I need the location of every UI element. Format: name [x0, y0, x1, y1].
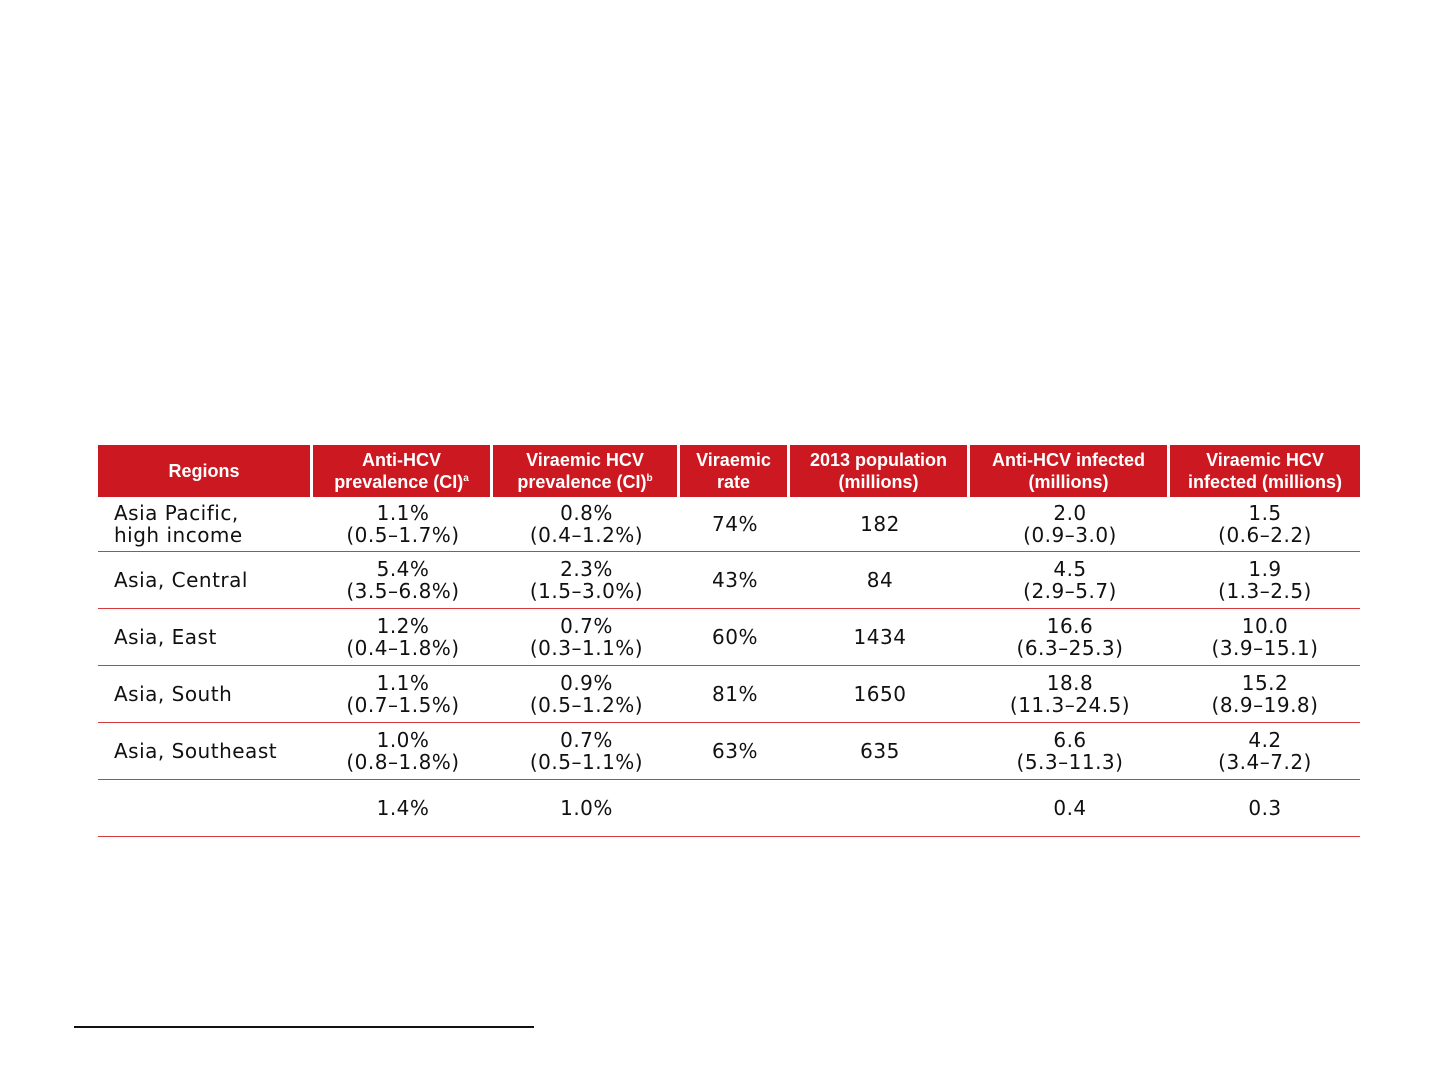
header-regions: Regions — [98, 445, 313, 497]
header-viraemic-infected: Viraemic HCV infected (millions) — [1187, 450, 1342, 492]
table-row — [98, 552, 1360, 609]
cell-anti-hcv-prev: 1.1% (0.7–1.5%) — [346, 671, 460, 717]
header-viraemic-rate: Viraemic rate — [680, 445, 790, 497]
header-population: 2013 population (millions) — [790, 445, 970, 497]
cell-viraemic-prev: 2.3% (1.5–3.0%) — [529, 557, 644, 603]
hcv-prevalence-table — [98, 445, 1360, 820]
footnote-marker: b — [646, 473, 653, 484]
cell-viraemic-rate: 43% — [712, 568, 758, 592]
cell-viraemic-prev: 0.8% (0.4–1.2%) — [529, 501, 644, 547]
cell-viraemic-prev: 0.7% (0.5–1.1%) — [529, 728, 644, 774]
cell-anti-hcv-prev: 1.2% (0.4–1.8%) — [346, 614, 460, 660]
cell-viraemic-infected: 10.0 (3.9–15.1) — [1211, 614, 1319, 660]
table-body — [98, 497, 1360, 837]
cell-population: 1650 — [853, 682, 907, 706]
table-row — [98, 780, 1360, 837]
cell-viraemic-rate: 81% — [712, 682, 758, 706]
footnote-rule — [74, 1026, 534, 1028]
cell-region: Asia, Southeast — [114, 739, 278, 763]
table-header — [98, 445, 1360, 497]
header-anti-hcv-infected: Anti-HCV infected (millions) — [970, 445, 1170, 497]
cell-anti-infected: 18.8 (11.3–24.5) — [1009, 671, 1131, 717]
cell-anti-infected: 2.0 (0.9–3.0) — [1023, 501, 1117, 547]
cell-region: Asia Pacific, high income — [114, 501, 243, 547]
cell-region: Asia, East — [114, 625, 217, 649]
cell-population: 1434 — [853, 625, 907, 649]
cell-viraemic-infected: 0.3 — [1248, 796, 1282, 820]
table-row — [98, 497, 1360, 552]
cell-population: 635 — [860, 739, 900, 763]
cell-anti-infected: 4.5 (2.9–5.7) — [1023, 557, 1117, 603]
cell-population: 84 — [866, 568, 894, 592]
cell-anti-infected: 16.6 (6.3–25.3) — [1016, 614, 1124, 660]
cell-region: Asia, South — [114, 682, 233, 706]
cell-viraemic-infected: 15.2 (8.9–19.8) — [1211, 671, 1319, 717]
cell-population: 182 — [860, 512, 900, 536]
table-row — [98, 609, 1360, 666]
cell-viraemic-infected: 4.2 (3.4–7.2) — [1218, 728, 1312, 774]
cell-region — [98, 780, 313, 836]
table-row — [98, 666, 1360, 723]
cell-viraemic-rate — [680, 780, 790, 836]
cell-viraemic-prev: 1.0% — [560, 796, 613, 820]
cell-anti-hcv-prev: 5.4% (3.5–6.8%) — [346, 557, 460, 603]
cell-viraemic-prev: 0.9% (0.5–1.2%) — [529, 671, 644, 717]
cell-viraemic-infected: 1.5 (0.6–2.2) — [1218, 501, 1312, 547]
cell-viraemic-rate: 63% — [712, 739, 758, 763]
cell-viraemic-infected: 1.9 (1.3–2.5) — [1218, 557, 1312, 603]
cell-viraemic-rate: 60% — [712, 625, 758, 649]
cell-anti-hcv-prev: 1.1% (0.5–1.7%) — [346, 501, 460, 547]
cell-viraemic-rate: 74% — [712, 512, 758, 536]
header-viraemic-prevalence: Viraemic HCV prevalence (CI)$^b$ — [493, 445, 680, 497]
header-anti-hcv-prevalence: Anti-HCV prevalence (CI)$^a$ — [313, 445, 493, 497]
table-row — [98, 723, 1360, 780]
cell-viraemic-prev: 0.7% (0.3–1.1%) — [529, 614, 644, 660]
cell-anti-infected: 6.6 (5.3–11.3) — [1016, 728, 1124, 774]
footnote-marker: a — [463, 473, 469, 484]
cell-anti-hcv-prev: 1.4% — [376, 796, 430, 820]
cell-anti-hcv-prev: 1.0% (0.8–1.8%) — [346, 728, 460, 774]
cell-anti-infected: 0.4 — [1053, 796, 1087, 820]
cell-region: Asia, Central — [114, 568, 248, 592]
cell-population — [790, 780, 970, 836]
